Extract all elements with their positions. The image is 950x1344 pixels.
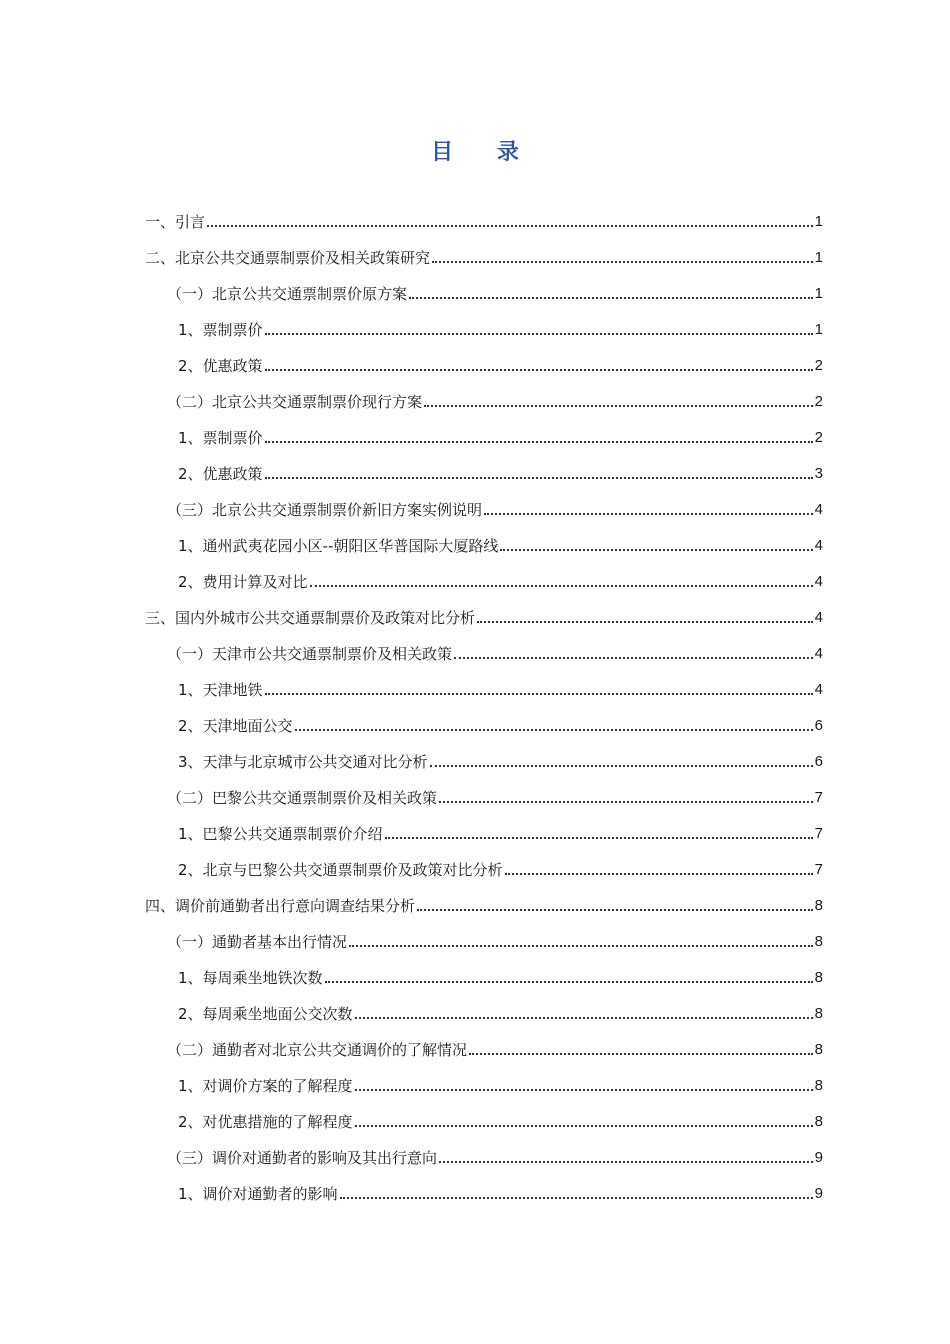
toc-entry-text: 1、通州武夷花园小区--朝阳区华普国际大厦路线 xyxy=(178,537,499,555)
toc-entry[interactable] xyxy=(145,1024,823,1060)
toc-entry[interactable] xyxy=(145,664,823,700)
toc-entry-text: 1、对调价方案的了解程度 xyxy=(178,1077,353,1095)
toc-entry-text: 1、每周乘坐地铁次数 xyxy=(178,969,323,987)
toc-entry[interactable] xyxy=(145,196,823,232)
toc-dot-leader xyxy=(355,1089,813,1091)
toc-entry-text: 2、优惠政策 xyxy=(178,465,263,483)
toc-entry-text: （一）天津市公共交通票制票价及相关政策 xyxy=(167,645,453,663)
toc-page-number: 6 xyxy=(814,753,823,770)
toc-entry[interactable] xyxy=(145,736,823,772)
toc-page-number: 8 xyxy=(814,969,823,986)
toc-entry[interactable] xyxy=(145,1060,823,1096)
toc-dot-leader xyxy=(265,477,813,479)
toc-entry-text: 1、票制票价 xyxy=(178,429,263,447)
toc-dot-leader xyxy=(430,765,813,767)
toc-page-number: 1 xyxy=(814,321,823,338)
toc-entry-text: 三、国内外城市公共交通票制票价及政策对比分析 xyxy=(145,609,476,627)
toc-page-number: 9 xyxy=(814,1185,823,1202)
toc-entry-text: 1、巴黎公共交通票制票价介绍 xyxy=(178,825,383,843)
toc-page-number: 8 xyxy=(814,897,823,914)
toc-dot-leader xyxy=(355,1017,813,1019)
toc-entry[interactable] xyxy=(145,1096,823,1132)
toc-page-number: 2 xyxy=(814,429,823,446)
toc-dot-leader xyxy=(417,909,813,911)
toc-page-number: 8 xyxy=(814,933,823,950)
toc-page-number: 2 xyxy=(814,393,823,410)
toc-page-number: 4 xyxy=(814,681,823,698)
toc-dot-leader xyxy=(310,585,813,587)
toc-page-number: 7 xyxy=(814,861,823,878)
toc-entry-text: 3、天津与北京城市公共交通对比分析 xyxy=(178,753,428,771)
toc-entry-text: 1、票制票价 xyxy=(178,321,263,339)
toc-entry-text: 四、调价前通勤者出行意向调查结果分析 xyxy=(145,897,416,915)
toc-page-number: 4 xyxy=(814,645,823,662)
toc-page-number: 2 xyxy=(814,357,823,374)
toc-entry-text: （二）通勤者对北京公共交通调价的了解情况 xyxy=(167,1041,468,1059)
toc-dot-leader xyxy=(295,729,813,731)
toc-entry-text: 2、北京与巴黎公共交通票制票价及政策对比分析 xyxy=(178,861,503,879)
toc-title: 目 录 xyxy=(431,140,537,165)
toc-entry-text: （一）通勤者基本出行情况 xyxy=(167,933,348,951)
toc-list xyxy=(145,196,823,1204)
toc-entry[interactable] xyxy=(145,520,823,556)
toc-entry-text: （三）调价对通勤者的影响及其出行意向 xyxy=(167,1149,438,1167)
toc-dot-leader xyxy=(349,945,813,947)
toc-dot-leader xyxy=(439,801,813,803)
toc-page-number: 4 xyxy=(814,537,823,554)
toc-entry-text: （二）巴黎公共交通票制票价及相关政策 xyxy=(167,789,438,807)
toc-entry[interactable] xyxy=(145,988,823,1024)
toc-page-number: 7 xyxy=(814,825,823,842)
toc-dot-leader xyxy=(207,225,813,227)
toc-dot-leader xyxy=(265,369,813,371)
toc-dot-leader xyxy=(505,873,813,875)
toc-entry[interactable] xyxy=(145,232,823,268)
toc-entry[interactable] xyxy=(145,880,823,916)
toc-entry[interactable] xyxy=(145,628,823,664)
toc-entry[interactable] xyxy=(145,916,823,952)
toc-dot-leader xyxy=(454,657,813,659)
toc-dot-leader xyxy=(432,261,813,263)
toc-page-number: 1 xyxy=(814,249,823,266)
toc-entry-text: （一）北京公共交通票制票价原方案 xyxy=(167,285,408,303)
toc-entry[interactable] xyxy=(145,376,823,412)
toc-entry[interactable] xyxy=(145,304,823,340)
toc-page-number: 4 xyxy=(814,501,823,518)
toc-page-number: 3 xyxy=(814,465,823,482)
toc-entry[interactable] xyxy=(145,700,823,736)
toc-dot-leader xyxy=(409,297,813,299)
toc-dot-leader xyxy=(265,693,813,695)
toc-dot-leader xyxy=(469,1053,813,1055)
toc-page-number: 9 xyxy=(814,1149,823,1166)
toc-entry-text: 2、费用计算及对比 xyxy=(178,573,308,591)
toc-entry-text: 二、北京公共交通票制票价及相关政策研究 xyxy=(145,249,431,267)
toc-entry-text: （三）北京公共交通票制票价新旧方案实例说明 xyxy=(167,501,483,519)
toc-dot-leader xyxy=(500,549,812,551)
toc-page-number: 7 xyxy=(814,789,823,806)
toc-entry-text: 1、调价对通勤者的影响 xyxy=(178,1185,338,1203)
toc-entry-text: （二）北京公共交通票制票价现行方案 xyxy=(167,393,423,411)
toc-entry[interactable] xyxy=(145,340,823,376)
toc-dot-leader xyxy=(484,513,813,515)
toc-page-number: 8 xyxy=(814,1041,823,1058)
toc-dot-leader xyxy=(385,837,813,839)
toc-dot-leader xyxy=(477,621,813,623)
toc-entry-text: 2、对优惠措施的了解程度 xyxy=(178,1113,353,1131)
toc-entry[interactable] xyxy=(145,1132,823,1168)
toc-entry[interactable] xyxy=(145,268,823,304)
toc-dot-leader xyxy=(355,1125,813,1127)
toc-page-number: 4 xyxy=(814,573,823,590)
toc-entry[interactable] xyxy=(145,1168,823,1204)
toc-entry[interactable] xyxy=(145,556,823,592)
toc-entry[interactable] xyxy=(145,448,823,484)
toc-entry[interactable] xyxy=(145,592,823,628)
toc-dot-leader xyxy=(424,405,813,407)
toc-entry-text: 2、优惠政策 xyxy=(178,357,263,375)
toc-dot-leader xyxy=(325,981,813,983)
toc-dot-leader xyxy=(340,1197,813,1199)
toc-entry[interactable] xyxy=(145,412,823,448)
toc-dot-leader xyxy=(439,1161,813,1163)
toc-page-number: 6 xyxy=(814,717,823,734)
toc-entry[interactable] xyxy=(145,952,823,988)
toc-page-number: 1 xyxy=(814,285,823,302)
toc-entry[interactable] xyxy=(145,772,823,808)
toc-entry-text: 2、天津地面公交 xyxy=(178,717,293,735)
toc-entry-text: 一、引言 xyxy=(145,213,206,231)
toc-page-number: 8 xyxy=(814,1077,823,1094)
toc-page-number: 1 xyxy=(814,213,823,230)
toc-entry-text: 1、天津地铁 xyxy=(178,681,263,699)
toc-entry[interactable] xyxy=(145,844,823,880)
toc-entry[interactable] xyxy=(145,484,823,520)
toc-entry[interactable] xyxy=(145,808,823,844)
toc-dot-leader xyxy=(265,441,813,443)
toc-entry-text: 2、每周乘坐地面公交次数 xyxy=(178,1005,353,1023)
toc-page-number: 4 xyxy=(814,609,823,626)
toc-page-number: 8 xyxy=(814,1113,823,1130)
toc-page-number: 8 xyxy=(814,1005,823,1022)
toc-dot-leader xyxy=(265,333,813,335)
